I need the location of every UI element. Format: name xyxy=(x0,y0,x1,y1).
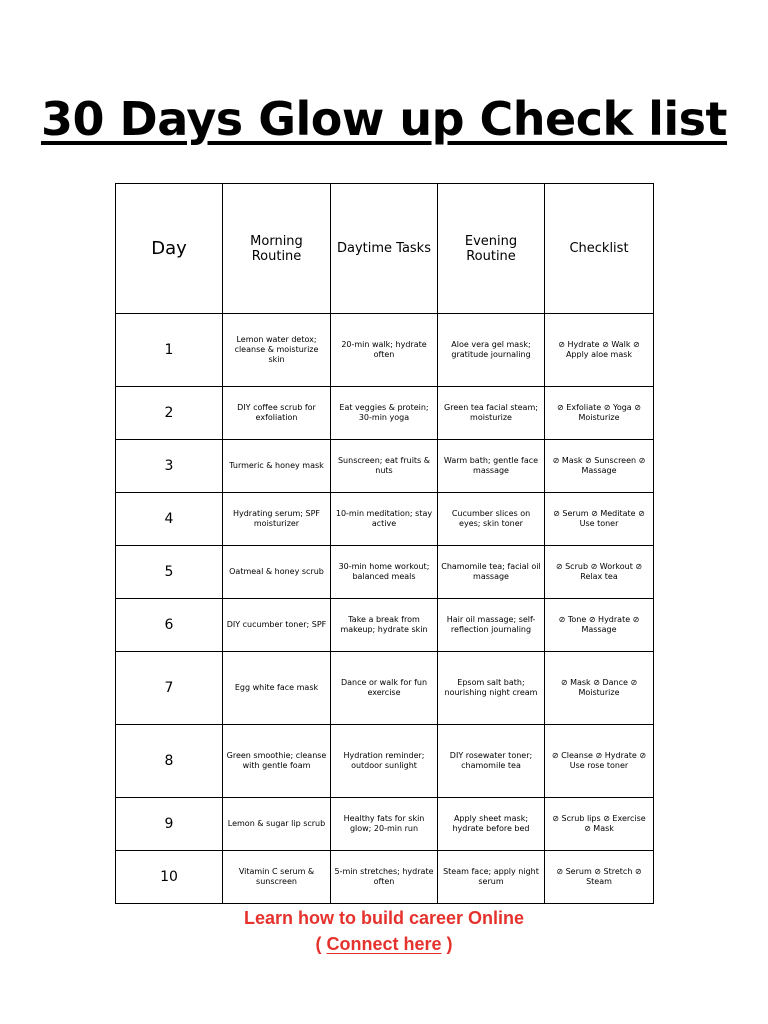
checklist-cell: ⊘ Cleanse ⊘ Hydrate ⊘ Use rose toner xyxy=(545,725,654,798)
daytime-cell: Healthy fats for skin glow; 20-min run xyxy=(331,798,438,851)
glow-up-table xyxy=(115,183,654,904)
morning-cell: Oatmeal & honey scrub xyxy=(223,546,331,599)
day-cell: 8 xyxy=(116,725,223,798)
daytime-cell: Eat veggies & protein; 30-min yoga xyxy=(331,387,438,440)
header-daytime-tasks: Daytime Tasks xyxy=(331,184,438,314)
day-cell: 6 xyxy=(116,599,223,652)
checklist-cell: ⊘ Mask ⊘ Dance ⊘ Moisturize xyxy=(545,652,654,725)
table-row xyxy=(116,440,654,493)
table-row xyxy=(116,546,654,599)
evening-cell: DIY rosewater toner; chamomile tea xyxy=(438,725,545,798)
connect-here-link[interactable]: Connect here xyxy=(326,934,442,954)
day-cell: 10 xyxy=(116,851,223,904)
connect-line xyxy=(0,931,768,957)
open-paren: ( xyxy=(315,934,327,954)
table-row xyxy=(116,493,654,546)
daytime-cell: 30-min home workout; balanced meals xyxy=(331,546,438,599)
checklist-cell: ⊘ Scrub lips ⊘ Exercise ⊘ Mask xyxy=(545,798,654,851)
checklist-cell: ⊘ Serum ⊘ Stretch ⊘ Steam xyxy=(545,851,654,904)
promo-footer xyxy=(0,905,768,957)
evening-cell: Epsom salt bath; nourishing night cream xyxy=(438,652,545,725)
table-row xyxy=(116,798,654,851)
evening-cell: Chamomile tea; facial oil massage xyxy=(438,546,545,599)
table-header-row xyxy=(116,184,654,314)
day-cell: 7 xyxy=(116,652,223,725)
evening-cell: Warm bath; gentle face massage xyxy=(438,440,545,493)
checklist-cell: ⊘ Scrub ⊘ Workout ⊘ Relax tea xyxy=(545,546,654,599)
close-paren: ) xyxy=(441,934,453,954)
day-cell: 3 xyxy=(116,440,223,493)
morning-cell: DIY cucumber toner; SPF xyxy=(223,599,331,652)
morning-cell: DIY coffee scrub for exfoliation xyxy=(223,387,331,440)
header-day: Day xyxy=(116,184,223,314)
evening-cell: Steam face; apply night serum xyxy=(438,851,545,904)
morning-cell: Egg white face mask xyxy=(223,652,331,725)
checklist-cell: ⊘ Serum ⊘ Meditate ⊘ Use toner xyxy=(545,493,654,546)
evening-cell: Hair oil massage; self-reflection journaling xyxy=(438,599,545,652)
table-row xyxy=(116,652,654,725)
table-row xyxy=(116,725,654,798)
table-row xyxy=(116,851,654,904)
table-row xyxy=(116,387,654,440)
daytime-cell: 5-min stretches; hydrate often xyxy=(331,851,438,904)
morning-cell: Lemon & sugar lip scrub xyxy=(223,798,331,851)
daytime-cell: 10-min meditation; stay active xyxy=(331,493,438,546)
checklist-cell: ⊘ Exfoliate ⊘ Yoga ⊘ Moisturize xyxy=(545,387,654,440)
morning-cell: Lemon water detox; cleanse & moisturize skin xyxy=(223,314,331,387)
header-morning-routine: Morning Routine xyxy=(223,184,331,314)
checklist-cell: ⊘ Hydrate ⊘ Walk ⊘ Apply aloe mask xyxy=(545,314,654,387)
morning-cell: Hydrating serum; SPF moisturizer xyxy=(223,493,331,546)
evening-cell: Cucumber slices on eyes; skin toner xyxy=(438,493,545,546)
day-cell: 5 xyxy=(116,546,223,599)
morning-cell: Turmeric & honey mask xyxy=(223,440,331,493)
table-row xyxy=(116,599,654,652)
checklist-cell: ⊘ Tone ⊘ Hydrate ⊘ Massage xyxy=(545,599,654,652)
promo-text: Learn how to build career Online xyxy=(243,908,525,928)
day-cell: 4 xyxy=(116,493,223,546)
evening-cell: Aloe vera gel mask; gratitude journaling xyxy=(438,314,545,387)
header-evening-routine: Evening Routine xyxy=(438,184,545,314)
day-cell: 1 xyxy=(116,314,223,387)
day-cell: 9 xyxy=(116,798,223,851)
day-cell: 2 xyxy=(116,387,223,440)
daytime-cell: Dance or walk for fun exercise xyxy=(331,652,438,725)
evening-cell: Green tea facial steam; moisturize xyxy=(438,387,545,440)
evening-cell: Apply sheet mask; hydrate before bed xyxy=(438,798,545,851)
morning-cell: Green smoothie; cleanse with gentle foam xyxy=(223,725,331,798)
page-title: 30 Days Glow up Check list xyxy=(40,92,728,146)
daytime-cell: Sunscreen; eat fruits & nuts xyxy=(331,440,438,493)
daytime-cell: 20-min walk; hydrate often xyxy=(331,314,438,387)
daytime-cell: Take a break from makeup; hydrate skin xyxy=(331,599,438,652)
header-checklist: Checklist xyxy=(545,184,654,314)
table-row xyxy=(116,314,654,387)
morning-cell: Vitamin C serum & sunscreen xyxy=(223,851,331,904)
daytime-cell: Hydration reminder; outdoor sunlight xyxy=(331,725,438,798)
checklist-cell: ⊘ Mask ⊘ Sunscreen ⊘ Massage xyxy=(545,440,654,493)
